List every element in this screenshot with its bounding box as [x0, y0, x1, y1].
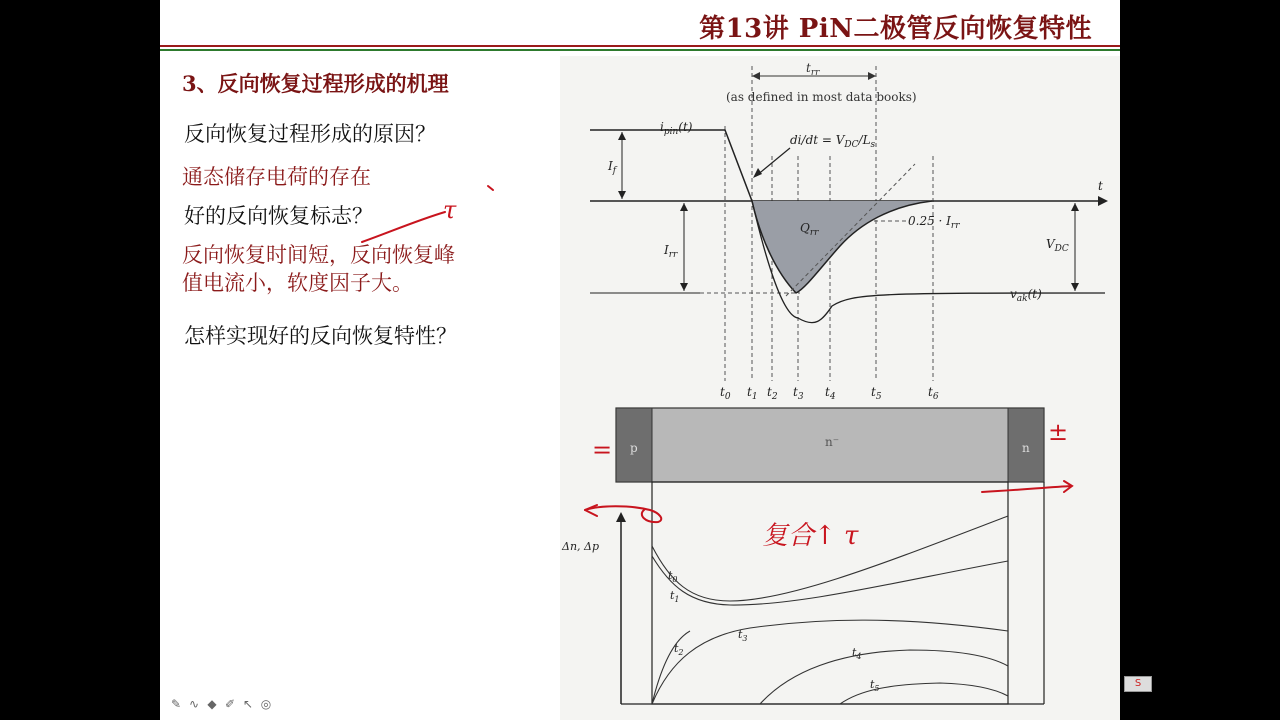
- question-how-to-achieve: 怎样实现好的反向恢复特性？: [184, 324, 457, 348]
- ipin-label: $i_{pin}(t)$: [660, 120, 693, 137]
- curve-label-t3: $t_3$: [738, 628, 748, 643]
- tick-t3: $t_3$: [793, 385, 804, 402]
- tick-t6: $t_6$: [928, 385, 939, 402]
- figure-svg: [560, 56, 1120, 720]
- n-region-label: n: [1022, 441, 1030, 455]
- pointer-icon[interactable]: ↖: [242, 697, 254, 711]
- didt-label: $di/dt = V_{DC}/L_s$: [790, 133, 876, 150]
- curve-label-t5: $t_5$: [870, 678, 880, 693]
- slide-title: 第13讲 PiN二极管反向恢复特性: [699, 14, 1092, 44]
- carrier-curves: [652, 516, 1008, 704]
- curve-t4: [760, 650, 1008, 704]
- vak-label: $v_{ak}(t)$: [1010, 287, 1042, 304]
- trr-arrow-right-head: [868, 72, 876, 80]
- tick-t0: $t_0$: [720, 385, 731, 402]
- vdc-arrow-top: [1071, 203, 1079, 211]
- vdc-arrow-bottom: [1071, 283, 1079, 291]
- ink-underline-stroke: [362, 212, 445, 242]
- answer-line-1: 反向恢复时间短，反向恢复峰: [182, 243, 455, 267]
- annotation-toolbar: [170, 697, 272, 715]
- ink-plus-sign: ±: [1048, 418, 1069, 446]
- qrr-shaded-area: [752, 201, 932, 293]
- qrr-label: $Q_{rr}$: [800, 221, 819, 238]
- answer-cause: 通态储存电荷的存在: [182, 165, 371, 189]
- if-arrow-bottom: [618, 191, 626, 199]
- carrier-y-axis-arrow: [616, 512, 626, 522]
- curve-label-t0: $t_0$: [668, 569, 678, 584]
- pen-icon[interactable]: ✎: [170, 697, 182, 711]
- curve-label-t4: $t_4$: [852, 646, 862, 661]
- carrier-y-label: Δn, Δp: [562, 540, 600, 553]
- tick-t1: $t_1$: [747, 385, 758, 402]
- irr-arrow-bottom: [680, 283, 688, 291]
- curve-label-t1: $t_1$: [670, 589, 680, 604]
- ink-tick: [488, 186, 493, 190]
- vdc-label: $V_{DC}$: [1046, 237, 1069, 254]
- carrier-plot-frame: [652, 482, 1008, 704]
- ink-minus-sign: =: [592, 436, 613, 464]
- curve-t2: [652, 631, 690, 704]
- curve-icon[interactable]: ∿: [188, 697, 200, 711]
- slide: [160, 0, 1120, 720]
- question-good-recovery: 好的反向恢复标志？: [184, 204, 373, 228]
- curve-t0: [652, 516, 1008, 601]
- highlighter-icon[interactable]: ✐: [224, 697, 236, 711]
- recovery-figure: [560, 56, 1120, 720]
- record-icon[interactable]: ◎: [260, 697, 272, 711]
- time-axis-arrow: [1098, 196, 1108, 206]
- irr-label: $I_{rr}$: [664, 243, 678, 260]
- question-cause: 反向恢复过程形成的原因？: [184, 122, 436, 146]
- time-axis-label: t: [1098, 179, 1103, 193]
- input-method-icon[interactable]: S: [1124, 676, 1152, 692]
- time-tick-labels: [720, 385, 939, 402]
- if-arrow-top: [618, 132, 626, 140]
- curve-labels: [668, 569, 880, 693]
- title-rule-green: [160, 49, 1120, 51]
- tick-t5: $t_5$: [871, 385, 882, 402]
- curve-t5-a: [840, 683, 1008, 704]
- tick-t4: $t_4$: [825, 385, 836, 402]
- curve-label-t2: $t_2$: [674, 642, 684, 657]
- tick-t2: $t_2$: [767, 385, 778, 402]
- quarter-irr-label: $0.25 \cdot I_{rr}$: [908, 214, 960, 231]
- answer-good-recovery: [182, 241, 512, 297]
- didt-pointer-head: [753, 168, 762, 178]
- eraser-icon[interactable]: ◆: [207, 697, 217, 711]
- trr-label: $t_{rr}$: [806, 61, 820, 78]
- irr-arrow-top: [680, 203, 688, 211]
- didt-pointer: [756, 148, 790, 176]
- p-region-label: p: [630, 441, 638, 455]
- ink-recombination-note: 复合↑ τ: [762, 521, 859, 551]
- answer-line-2: 值电流小，软度因子大。: [182, 271, 413, 295]
- n-minus-region-label: n⁻: [825, 435, 840, 449]
- trr-arrow-left-head: [752, 72, 760, 80]
- title-rule-red: [160, 45, 1120, 47]
- section-heading: 3、反向恢复过程形成的机理: [182, 71, 449, 96]
- if-label: $I_f$: [608, 159, 617, 176]
- ink-tau-note: τ: [443, 196, 457, 224]
- trr-note: (as defined in most data books): [726, 90, 917, 104]
